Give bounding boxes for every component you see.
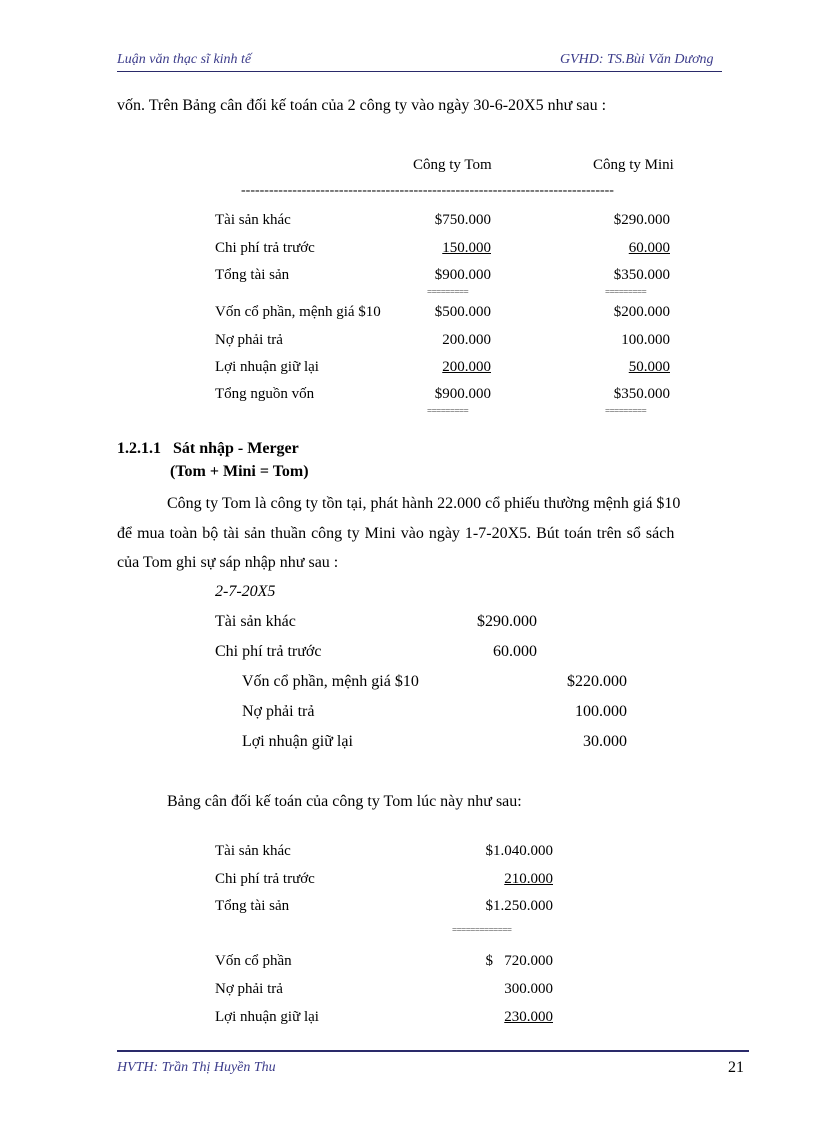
row-value: $1.250.000: [485, 898, 553, 914]
header-left: Luận văn thạc sĩ kinh tế: [117, 52, 252, 67]
section-subtitle: (Tom + Mini = Tom): [170, 463, 309, 480]
row-value: 300.000: [504, 981, 553, 997]
row-value-tom: 150.000: [442, 240, 491, 256]
row-value-tom: $750.000: [434, 212, 491, 228]
footer-rule: [117, 1050, 749, 1052]
row-label: Vốn cổ phần, mệnh giá $10: [215, 304, 381, 320]
page-number: 21: [728, 1059, 744, 1076]
double-rule: =========: [605, 287, 647, 297]
journal-label: Lợi nhuận giữ lại: [242, 733, 353, 750]
double-rule: =========: [427, 406, 469, 416]
row-value-mini: $290.000: [613, 212, 670, 228]
journal-credit: $220.000: [567, 673, 627, 690]
row-value-mini: 100.000: [621, 332, 670, 348]
row-label: Tài sản khác: [215, 212, 291, 228]
row-label: Lợi nhuận giữ lại: [215, 1009, 319, 1025]
intro-text: vốn. Trên Bảng cân đối kế toán của 2 công ty vào ngày 30-6-20X5 như sau :: [117, 97, 607, 114]
row-value-tom: 200.000: [442, 359, 491, 375]
section-title: Sát nhập - Merger: [173, 440, 299, 457]
row-label: Tổng nguồn vốn: [215, 386, 315, 402]
section-heading: [117, 440, 299, 458]
row-value-mini: 50.000: [628, 359, 670, 375]
journal-debit: 60.000: [493, 643, 537, 660]
footer-left: HVTH: Trần Thị Huyền Thu: [117, 1060, 276, 1075]
double-rule: =============: [452, 925, 512, 935]
row-value-tom: 200.000: [442, 332, 491, 348]
row-value: 230.000: [504, 1009, 553, 1025]
journal-credit: 100.000: [575, 703, 627, 720]
double-rule: =========: [427, 287, 469, 297]
row-label: Tổng tài sản: [215, 898, 290, 914]
journal-label: Nợ phải trả: [242, 703, 315, 720]
journal-label: Tài sản khác: [215, 613, 296, 630]
paragraph-line: của Tom ghi sự sáp nhập như sau :: [117, 554, 339, 571]
row-value-tom: $900.000: [434, 386, 491, 402]
header-rule: [117, 71, 722, 72]
double-rule: =========: [605, 406, 647, 416]
journal-credit: 30.000: [583, 733, 627, 750]
row-value-tom: $500.000: [434, 304, 491, 320]
row-value-mini: $200.000: [613, 304, 670, 320]
row-value: $ 720.000: [485, 953, 553, 969]
row-value-mini: $350.000: [613, 267, 670, 283]
col-header-mini: Công ty Mini: [593, 157, 674, 173]
header-right: GVHD: TS.Bùi Văn Dương: [560, 52, 714, 67]
paragraph-line: Công ty Tom là công ty tồn tại, phát hành 22.000 cổ phiếu thường mệnh giá $10: [167, 495, 681, 512]
row-label: Lợi nhuận giữ lại: [215, 359, 319, 375]
table-separator: --------------------------------------------------------------------------------: [241, 183, 614, 198]
paragraph-line: để mua toàn bộ tài sản thuần công ty Mini vào ngày 1-7-20X5. Bút toán trên sổ sách: [117, 525, 675, 542]
row-label: Vốn cổ phần: [215, 953, 292, 969]
row-label: Tổng tài sản: [215, 267, 290, 283]
row-label: Chi phí trả trước: [215, 240, 315, 256]
journal-date: 2-7-20X5: [215, 583, 276, 600]
row-value: $1.040.000: [485, 843, 553, 859]
journal-debit: $290.000: [477, 613, 537, 630]
row-label: Nợ phải trả: [215, 981, 283, 997]
row-value-mini: $350.000: [613, 386, 670, 402]
col-header-tom: Công ty Tom: [413, 157, 492, 173]
section-number: 1.2.1.1: [117, 440, 161, 457]
row-value-mini: 60.000: [628, 240, 670, 256]
row-value-tom: $900.000: [434, 267, 491, 283]
row-label: Nợ phải trả: [215, 332, 283, 348]
row-label: Chi phí trả trước: [215, 871, 315, 887]
row-label: Tài sản khác: [215, 843, 291, 859]
journal-label: Vốn cổ phần, mệnh giá $10: [242, 673, 419, 690]
balance2-intro: Bảng cân đối kế toán của công ty Tom lúc này như sau:: [167, 793, 522, 810]
row-value: 210.000: [504, 871, 553, 887]
journal-label: Chi phí trả trước: [215, 643, 322, 660]
